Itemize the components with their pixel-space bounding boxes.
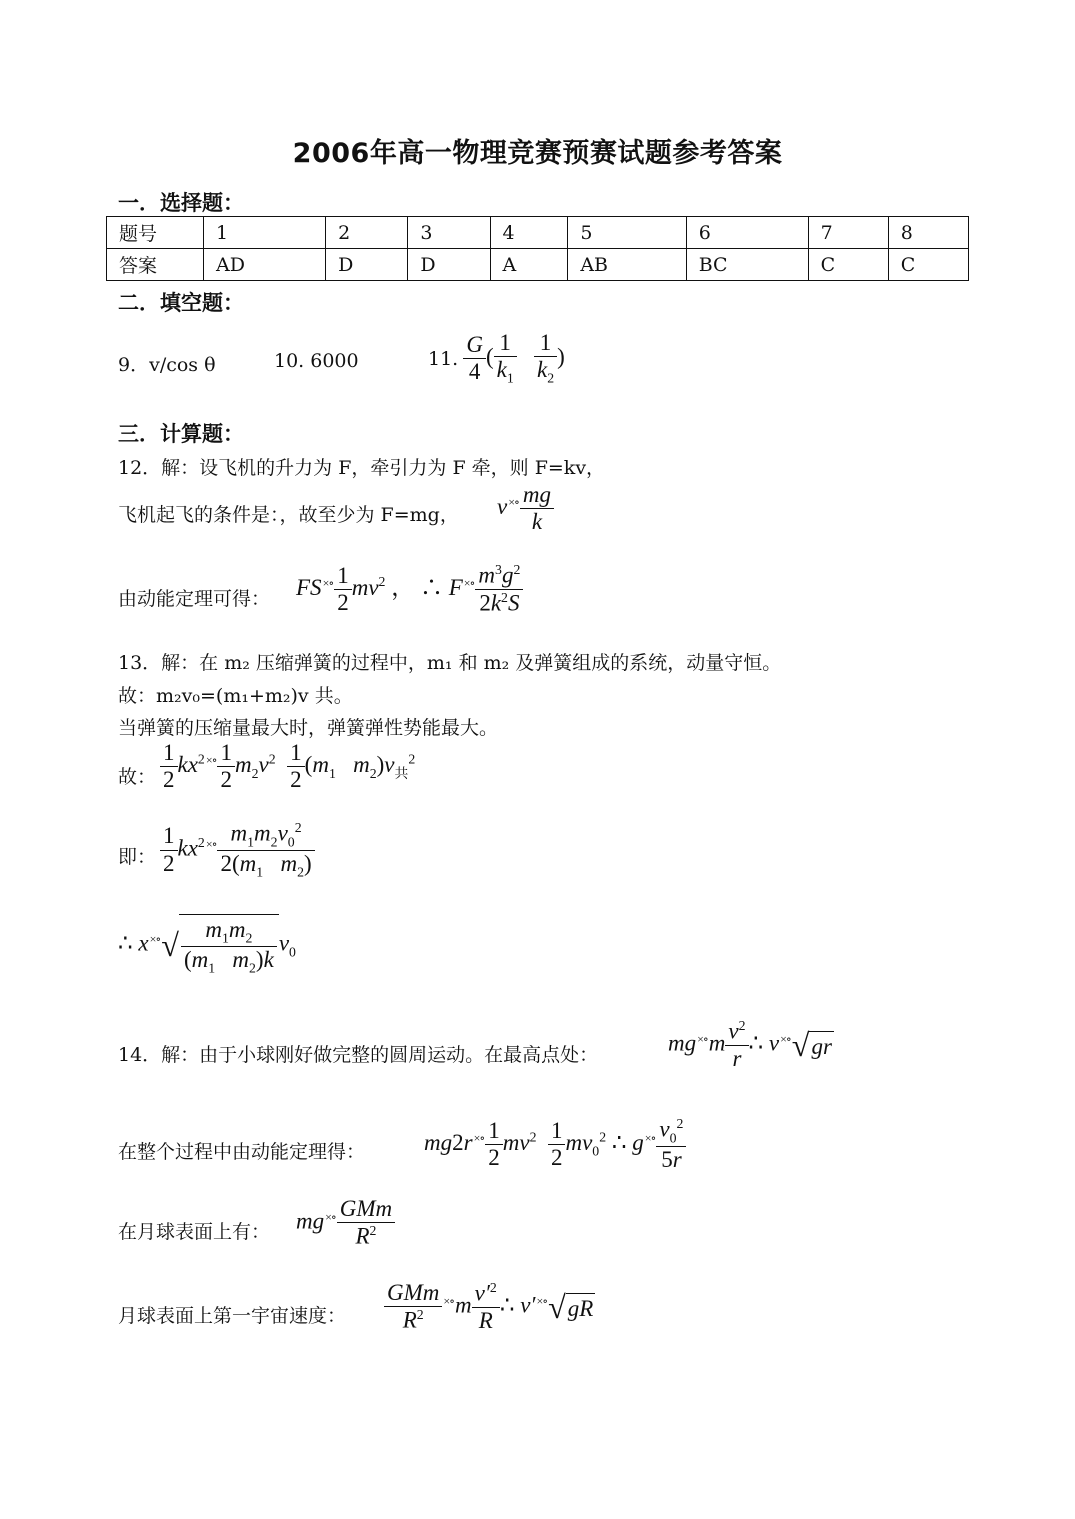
row-label: 题号 xyxy=(107,217,204,249)
q13-line4: 故： xyxy=(118,766,157,788)
formula: mg×∘ $\frac{\text{GMm}}{R^2}$ xyxy=(296,1196,395,1251)
q14-line3: 在月球表面上有： xyxy=(118,1221,271,1243)
formula: FS×∘ $\frac{1}{2}$ $mv^2$ ， ∴ F×∘ $\frac{m^3g^2}{2k^2S}$ xyxy=(296,562,523,617)
table-row xyxy=(107,249,969,281)
table-cell: 5 xyxy=(568,217,686,249)
table-cell: 7 xyxy=(808,217,888,249)
formula: $\frac{\text{GMm}}{R^2}$ ×∘m $\frac{v'^2}{R}$ ∴ v′×∘√gR xyxy=(384,1280,595,1335)
answer-11-prefix: 11. xyxy=(428,348,459,371)
answer-11 xyxy=(428,330,565,387)
table-cell: D xyxy=(326,249,408,281)
table-cell: 2 xyxy=(326,217,408,249)
formula: mg×∘m $\frac{v^2}{r}$ ∴ v×∘√gr xyxy=(668,1018,832,1072)
formula: $\frac{G}{4}$ ( $\frac{1}{k_1}$ $\frac{1}{k_2}$ ) xyxy=(463,344,564,369)
formula: ∴ x×∘√ $\frac{m_1m_2}{(m_1 m_2)k}$ $v_0$ xyxy=(118,914,296,977)
q14-line2: 在整个过程中由动能定理得： xyxy=(118,1141,366,1163)
formula: v×∘ $\frac{mg}{k}$ xyxy=(497,482,554,536)
q13-line5: 即： xyxy=(118,846,157,868)
answer-10: 10. 6000 xyxy=(274,350,359,372)
table-cell: BC xyxy=(686,249,808,281)
table-cell: C xyxy=(808,249,888,281)
table-cell: C xyxy=(888,249,968,281)
table-cell: 3 xyxy=(408,217,490,249)
table-cell: 1 xyxy=(204,217,326,249)
q14-line4: 月球表面上第一宇宙速度： xyxy=(118,1305,347,1327)
q13-line2: 故：m₂v₀=(m₁+m₂)v 共。 xyxy=(118,685,353,707)
section-calc-heading: 三．计算题： xyxy=(118,422,244,446)
formula: $\frac{1}{2}$ $kx^{2\times\circ}$ $\frac{m_1m_2v_0^2}{2(m_1 m_2)}$ xyxy=(160,820,315,881)
table-cell: D xyxy=(408,249,490,281)
formula: $\frac{1}{2}$ $kx^{2\times\circ}$ $\frac{1}{2}$ $m_2v^2$ $\frac{1}{2}$ ($m_1$ $m_2)v_共^2$ xyxy=(160,740,415,794)
answer-table xyxy=(106,216,969,281)
q12-line2: 飞机起飞的条件是：，故至少为 F=mg， xyxy=(118,504,459,526)
table-cell: AD xyxy=(204,249,326,281)
answer-9: 9．v/cos θ xyxy=(118,354,216,376)
q12-line1: 12．解：设飞机的升力为 F，牵引力为 F 牵，则 F=kv， xyxy=(118,457,606,479)
page-title: 2006年高一物理竞赛预赛试题参考答案 xyxy=(292,138,783,169)
q14-line1: 14．解：由于小球刚好做完整的圆周运动。在最高点处： xyxy=(118,1044,599,1066)
q12-line3: 由动能定理可得： xyxy=(118,588,271,610)
q13-line3: 当弹簧的压缩量最大时，弹簧弹性势能最大。 xyxy=(118,717,499,739)
q13-line1: 13．解：在 m₂ 压缩弹簧的过程中，m₁ 和 m₂ 及弹簧组成的系统，动量守恒。 xyxy=(118,652,782,674)
row-label: 答案 xyxy=(107,249,204,281)
section-choice-heading: 一．选择题： xyxy=(118,191,244,215)
table-cell: A xyxy=(490,249,568,281)
table-row xyxy=(107,217,969,249)
formula: mg2r×∘ $\frac{1}{2}$ $mv^2$ $\frac{1}{2}$ $mv_0^2$ ∴ g×∘ $\frac{v_0^2}{5r}$ xyxy=(424,1116,686,1174)
table-cell: AB xyxy=(568,249,686,281)
table-cell: 6 xyxy=(686,217,808,249)
section-fill-heading: 二．填空题： xyxy=(118,291,244,315)
table-cell: 4 xyxy=(490,217,568,249)
table-cell: 8 xyxy=(888,217,968,249)
